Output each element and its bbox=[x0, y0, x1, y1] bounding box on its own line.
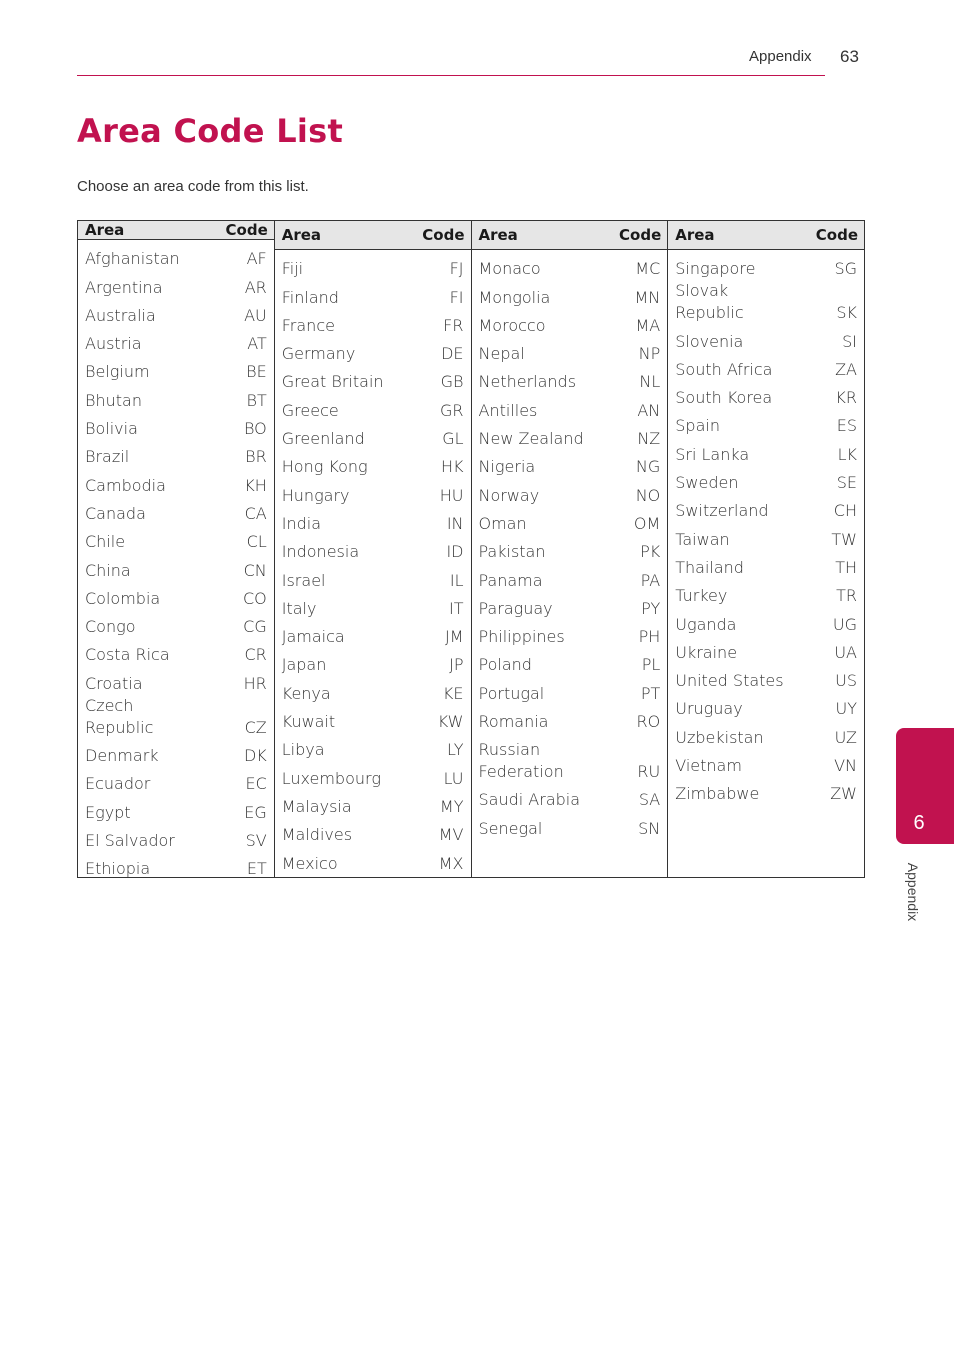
table-row bbox=[668, 466, 864, 494]
table-row bbox=[78, 610, 274, 638]
table-column bbox=[78, 221, 275, 877]
area-name: Denmark bbox=[85, 746, 159, 766]
table-row bbox=[78, 468, 274, 496]
area-code: CH bbox=[833, 501, 857, 521]
table-row bbox=[472, 648, 668, 676]
area-name: Cambodia bbox=[85, 475, 166, 495]
area-code: SA bbox=[638, 790, 661, 810]
area-name: Mexico bbox=[281, 853, 338, 873]
table-row bbox=[668, 664, 864, 692]
area-code: DE bbox=[441, 344, 464, 364]
intro-text: Choose an area code from this list. bbox=[77, 178, 309, 195]
table-row bbox=[472, 705, 668, 733]
area-name: South Africa bbox=[675, 359, 773, 379]
area-code: CG bbox=[243, 617, 267, 637]
area-name: Bolivia bbox=[85, 419, 138, 439]
area-code: SE bbox=[836, 473, 857, 493]
area-name: Vietnam bbox=[675, 756, 742, 776]
table-row bbox=[78, 299, 274, 327]
area-code: UA bbox=[834, 642, 857, 662]
area-name: Ethiopia bbox=[85, 859, 151, 879]
area-code: SI bbox=[842, 331, 857, 351]
table-row bbox=[78, 638, 274, 666]
table-column bbox=[275, 221, 472, 877]
area-name: Indonesia bbox=[281, 542, 360, 562]
area-name: Congo bbox=[85, 617, 136, 637]
header-section-label: Appendix bbox=[749, 48, 812, 65]
area-code: EG bbox=[244, 802, 267, 822]
column-header bbox=[275, 221, 471, 250]
table-row bbox=[668, 607, 864, 635]
table-row bbox=[275, 818, 471, 846]
area-name: Pakistan bbox=[478, 542, 546, 562]
table-row bbox=[275, 648, 471, 676]
area-code: CR bbox=[244, 645, 267, 665]
table-row bbox=[78, 582, 274, 610]
table-row bbox=[472, 450, 668, 478]
area-name: Saudi Arabia bbox=[478, 790, 581, 810]
area-code: NO bbox=[635, 485, 661, 505]
area-code: LU bbox=[443, 768, 464, 788]
area-name: Australia bbox=[85, 305, 156, 325]
area-code: KH bbox=[244, 475, 267, 495]
area-name: Uruguay bbox=[675, 699, 743, 719]
area-code: PT bbox=[640, 683, 661, 703]
area-code: ZW bbox=[830, 784, 857, 804]
area-code: CL bbox=[246, 532, 267, 552]
table-row bbox=[78, 695, 274, 739]
area-name: India bbox=[281, 513, 322, 533]
area-code: HK bbox=[440, 457, 464, 477]
area-name: Czech Republic bbox=[85, 695, 154, 737]
area-code: PK bbox=[640, 542, 661, 562]
area-name: China bbox=[85, 560, 131, 580]
area-code: HU bbox=[439, 485, 464, 505]
area-code: DK bbox=[243, 746, 267, 766]
area-code: SG bbox=[834, 259, 857, 279]
area-code: AR bbox=[244, 277, 267, 297]
area-code: AU bbox=[244, 305, 267, 325]
area-name: Kuwait bbox=[281, 712, 336, 732]
area-name: Sweden bbox=[675, 473, 739, 493]
area-code: BE bbox=[246, 362, 267, 382]
table-row bbox=[472, 422, 668, 450]
table-row bbox=[78, 270, 274, 298]
table-row bbox=[668, 280, 864, 324]
code-header: Code bbox=[225, 221, 268, 239]
table-row bbox=[275, 790, 471, 818]
table-row bbox=[275, 535, 471, 563]
area-code: GB bbox=[440, 372, 464, 392]
area-code: NZ bbox=[637, 429, 661, 449]
area-code: GR bbox=[439, 400, 464, 420]
table-row bbox=[668, 636, 864, 664]
code-header: Code bbox=[815, 226, 858, 244]
area-code: CZ bbox=[244, 717, 267, 737]
area-code: AT bbox=[247, 334, 267, 354]
area-name: Norway bbox=[478, 485, 540, 505]
area-name: Singapore bbox=[675, 259, 756, 279]
area-code: FJ bbox=[449, 259, 464, 279]
code-header: Code bbox=[422, 226, 465, 244]
table-row bbox=[78, 739, 274, 767]
table-row bbox=[472, 620, 668, 648]
table-row bbox=[472, 280, 668, 308]
table-row bbox=[275, 365, 471, 393]
code-header: Code bbox=[619, 226, 662, 244]
area-header: Area bbox=[85, 221, 125, 239]
area-code: MA bbox=[635, 315, 661, 335]
area-code: NG bbox=[635, 457, 661, 477]
area-name: Portugal bbox=[478, 683, 545, 703]
table-row bbox=[78, 412, 274, 440]
table-row bbox=[78, 767, 274, 795]
area-name: Brazil bbox=[85, 447, 130, 467]
table-row bbox=[472, 535, 668, 563]
area-name: Nepal bbox=[478, 344, 525, 364]
table-row bbox=[472, 365, 668, 393]
area-code: BO bbox=[243, 419, 267, 439]
area-code: NL bbox=[639, 372, 661, 392]
area-code: FR bbox=[443, 315, 464, 335]
area-name: Greece bbox=[281, 400, 339, 420]
area-name: Philippines bbox=[478, 627, 565, 647]
table-row bbox=[78, 666, 274, 694]
area-code: UZ bbox=[834, 727, 857, 747]
table-row bbox=[275, 450, 471, 478]
area-code: IL bbox=[449, 570, 464, 590]
area-code: ID bbox=[446, 542, 464, 562]
area-code: CO bbox=[242, 588, 267, 608]
area-name: Slovak Republic bbox=[675, 281, 744, 323]
table-row bbox=[78, 327, 274, 355]
area-code: MV bbox=[438, 825, 464, 845]
area-name: Sri Lanka bbox=[675, 444, 750, 464]
table-row bbox=[275, 846, 471, 874]
area-name: Bhutan bbox=[85, 390, 142, 410]
area-name: Great Britain bbox=[281, 372, 384, 392]
area-name: Poland bbox=[478, 655, 532, 675]
table-row bbox=[668, 692, 864, 720]
area-code: UG bbox=[832, 614, 857, 634]
table-row bbox=[78, 824, 274, 852]
table-row bbox=[668, 522, 864, 550]
area-name: Spain bbox=[675, 416, 720, 436]
table-row bbox=[472, 811, 668, 839]
area-name: Ukraine bbox=[675, 642, 738, 662]
header-rule bbox=[77, 75, 825, 76]
table-row bbox=[275, 705, 471, 733]
table-column bbox=[472, 221, 669, 877]
chapter-number: 6 bbox=[913, 812, 925, 834]
area-code: ZA bbox=[835, 359, 857, 379]
area-code: AF bbox=[246, 249, 267, 269]
table-row bbox=[78, 497, 274, 525]
page-number: 63 bbox=[840, 47, 859, 66]
area-name: United States bbox=[675, 671, 784, 691]
area-code: UY bbox=[835, 699, 857, 719]
area-name: Slovenia bbox=[675, 331, 744, 351]
chapter-label: Appendix bbox=[905, 862, 921, 922]
table-row bbox=[275, 393, 471, 421]
area-name: Libya bbox=[281, 740, 325, 760]
area-code: MX bbox=[438, 853, 464, 873]
area-code: LY bbox=[446, 740, 464, 760]
table-row bbox=[472, 592, 668, 620]
table-row bbox=[472, 309, 668, 337]
table-row bbox=[668, 749, 864, 777]
area-name: Canada bbox=[85, 503, 146, 523]
table-row bbox=[472, 393, 668, 421]
area-name: Colombia bbox=[85, 588, 161, 608]
table-row bbox=[275, 620, 471, 648]
table-row bbox=[668, 720, 864, 748]
area-code: SV bbox=[245, 830, 267, 850]
area-name: Oman bbox=[478, 513, 527, 533]
column-header bbox=[78, 221, 274, 240]
area-header: Area bbox=[675, 226, 715, 244]
area-name: Chile bbox=[85, 532, 126, 552]
area-code: SN bbox=[638, 818, 661, 838]
area-name: Taiwan bbox=[675, 529, 730, 549]
area-name: Luxembourg bbox=[281, 768, 381, 788]
area-code: IN bbox=[446, 513, 464, 533]
area-code: TW bbox=[831, 529, 857, 549]
table-row bbox=[275, 507, 471, 535]
table-row bbox=[275, 252, 471, 280]
area-code: SK bbox=[836, 303, 857, 323]
table-row bbox=[78, 355, 274, 383]
area-code: JM bbox=[444, 627, 464, 647]
area-name: Croatia bbox=[85, 673, 143, 693]
table-row bbox=[275, 309, 471, 337]
area-code: ES bbox=[836, 416, 857, 436]
area-code: OM bbox=[633, 513, 661, 533]
area-name: Antilles bbox=[478, 400, 538, 420]
table-row bbox=[78, 383, 274, 411]
area-name: Panama bbox=[478, 570, 543, 590]
area-code: HR bbox=[243, 673, 267, 693]
table-row bbox=[668, 381, 864, 409]
area-name: Kenya bbox=[281, 683, 331, 703]
area-name: France bbox=[281, 315, 335, 335]
area-code: AN bbox=[637, 400, 661, 420]
table-row bbox=[472, 563, 668, 591]
table-row bbox=[275, 761, 471, 789]
area-code: PA bbox=[640, 570, 661, 590]
table-row bbox=[472, 733, 668, 783]
area-code: MN bbox=[634, 287, 661, 307]
area-code: RO bbox=[636, 712, 661, 732]
area-name: Paraguay bbox=[478, 598, 553, 618]
table-row bbox=[275, 280, 471, 308]
table-row bbox=[275, 478, 471, 506]
area-name: Israel bbox=[281, 570, 326, 590]
area-code: MY bbox=[439, 796, 464, 816]
table-row bbox=[668, 777, 864, 805]
table-row bbox=[78, 553, 274, 581]
area-code: KR bbox=[835, 388, 857, 408]
area-name: Fiji bbox=[281, 259, 304, 279]
table-row bbox=[668, 551, 864, 579]
area-name: Turkey bbox=[675, 586, 728, 606]
area-code: BT bbox=[246, 390, 267, 410]
table-row bbox=[472, 337, 668, 365]
table-row bbox=[78, 440, 274, 468]
table-row bbox=[668, 252, 864, 280]
column-header bbox=[472, 221, 668, 250]
table-row bbox=[78, 852, 274, 880]
area-name: Jamaica bbox=[281, 627, 345, 647]
area-name: Japan bbox=[281, 655, 327, 675]
table-row bbox=[275, 733, 471, 761]
area-code: TR bbox=[836, 586, 857, 606]
table-row bbox=[275, 592, 471, 620]
area-header: Area bbox=[478, 226, 518, 244]
table-row bbox=[275, 422, 471, 450]
area-name: Zimbabwe bbox=[675, 784, 760, 804]
area-name: Senegal bbox=[478, 818, 543, 838]
area-name: Maldives bbox=[281, 825, 353, 845]
area-name: Austria bbox=[85, 334, 142, 354]
area-name: Germany bbox=[281, 344, 356, 364]
area-code: CN bbox=[243, 560, 267, 580]
table-row bbox=[668, 409, 864, 437]
area-code: PH bbox=[638, 627, 661, 647]
table-row bbox=[78, 795, 274, 823]
area-name: Hong Kong bbox=[281, 457, 368, 477]
column-header bbox=[668, 221, 864, 250]
area-name: Finland bbox=[281, 287, 339, 307]
area-name: Ecuador bbox=[85, 774, 151, 794]
area-name: Netherlands bbox=[478, 372, 577, 392]
area-code: FI bbox=[449, 287, 464, 307]
area-code: JP bbox=[449, 655, 464, 675]
area-code: TH bbox=[835, 557, 857, 577]
table-row bbox=[472, 478, 668, 506]
table-row bbox=[668, 437, 864, 465]
area-name: Egypt bbox=[85, 802, 131, 822]
area-name: Malaysia bbox=[281, 796, 352, 816]
table-row bbox=[78, 525, 274, 553]
area-name: Afghanistan bbox=[85, 249, 180, 269]
area-name: Italy bbox=[281, 598, 317, 618]
table-row bbox=[275, 676, 471, 704]
area-name: Uzbekistan bbox=[675, 727, 764, 747]
area-code: MC bbox=[635, 259, 661, 279]
area-code: IT bbox=[449, 598, 464, 618]
area-name: Belgium bbox=[85, 362, 150, 382]
area-code: PL bbox=[641, 655, 661, 675]
area-code-table bbox=[77, 220, 865, 878]
table-row bbox=[472, 676, 668, 704]
area-code: CA bbox=[244, 503, 267, 523]
table-row bbox=[668, 579, 864, 607]
area-name: New Zealand bbox=[478, 429, 584, 449]
table-row bbox=[78, 242, 274, 270]
area-name: Romania bbox=[478, 712, 549, 732]
area-name: Nigeria bbox=[478, 457, 536, 477]
area-name: El Salvador bbox=[85, 830, 175, 850]
area-code: KE bbox=[442, 683, 464, 703]
area-code: KW bbox=[437, 712, 464, 732]
table-row bbox=[668, 494, 864, 522]
area-name: Morocco bbox=[478, 315, 546, 335]
table-row bbox=[668, 353, 864, 381]
area-name: Mongolia bbox=[478, 287, 551, 307]
area-code: GL bbox=[442, 429, 464, 449]
table-row bbox=[275, 337, 471, 365]
page-title: Area Code List bbox=[77, 112, 344, 150]
area-header: Area bbox=[281, 226, 322, 244]
area-code: PY bbox=[641, 598, 661, 618]
area-code: NP bbox=[638, 344, 661, 364]
area-code: LK bbox=[837, 444, 857, 464]
area-name: Hungary bbox=[281, 485, 350, 505]
area-code: ET bbox=[246, 859, 267, 879]
area-name: Costa Rica bbox=[85, 645, 170, 665]
table-row bbox=[275, 563, 471, 591]
area-code: EC bbox=[245, 774, 267, 794]
area-code: VN bbox=[834, 756, 857, 776]
table-row bbox=[472, 783, 668, 811]
table-row bbox=[472, 507, 668, 535]
table-column bbox=[668, 221, 864, 877]
table-row bbox=[472, 252, 668, 280]
area-name: Thailand bbox=[675, 557, 744, 577]
area-name: Switzerland bbox=[675, 501, 769, 521]
area-code: BR bbox=[245, 447, 267, 467]
area-code: RU bbox=[637, 762, 661, 782]
area-name: Uganda bbox=[675, 614, 737, 634]
area-code: US bbox=[835, 671, 857, 691]
area-name: Argentina bbox=[85, 277, 163, 297]
table-row bbox=[668, 324, 864, 352]
area-name: Russian Federation bbox=[478, 740, 564, 782]
area-name: Greenland bbox=[281, 429, 365, 449]
area-name: Monaco bbox=[478, 259, 541, 279]
area-name: South Korea bbox=[675, 388, 773, 408]
